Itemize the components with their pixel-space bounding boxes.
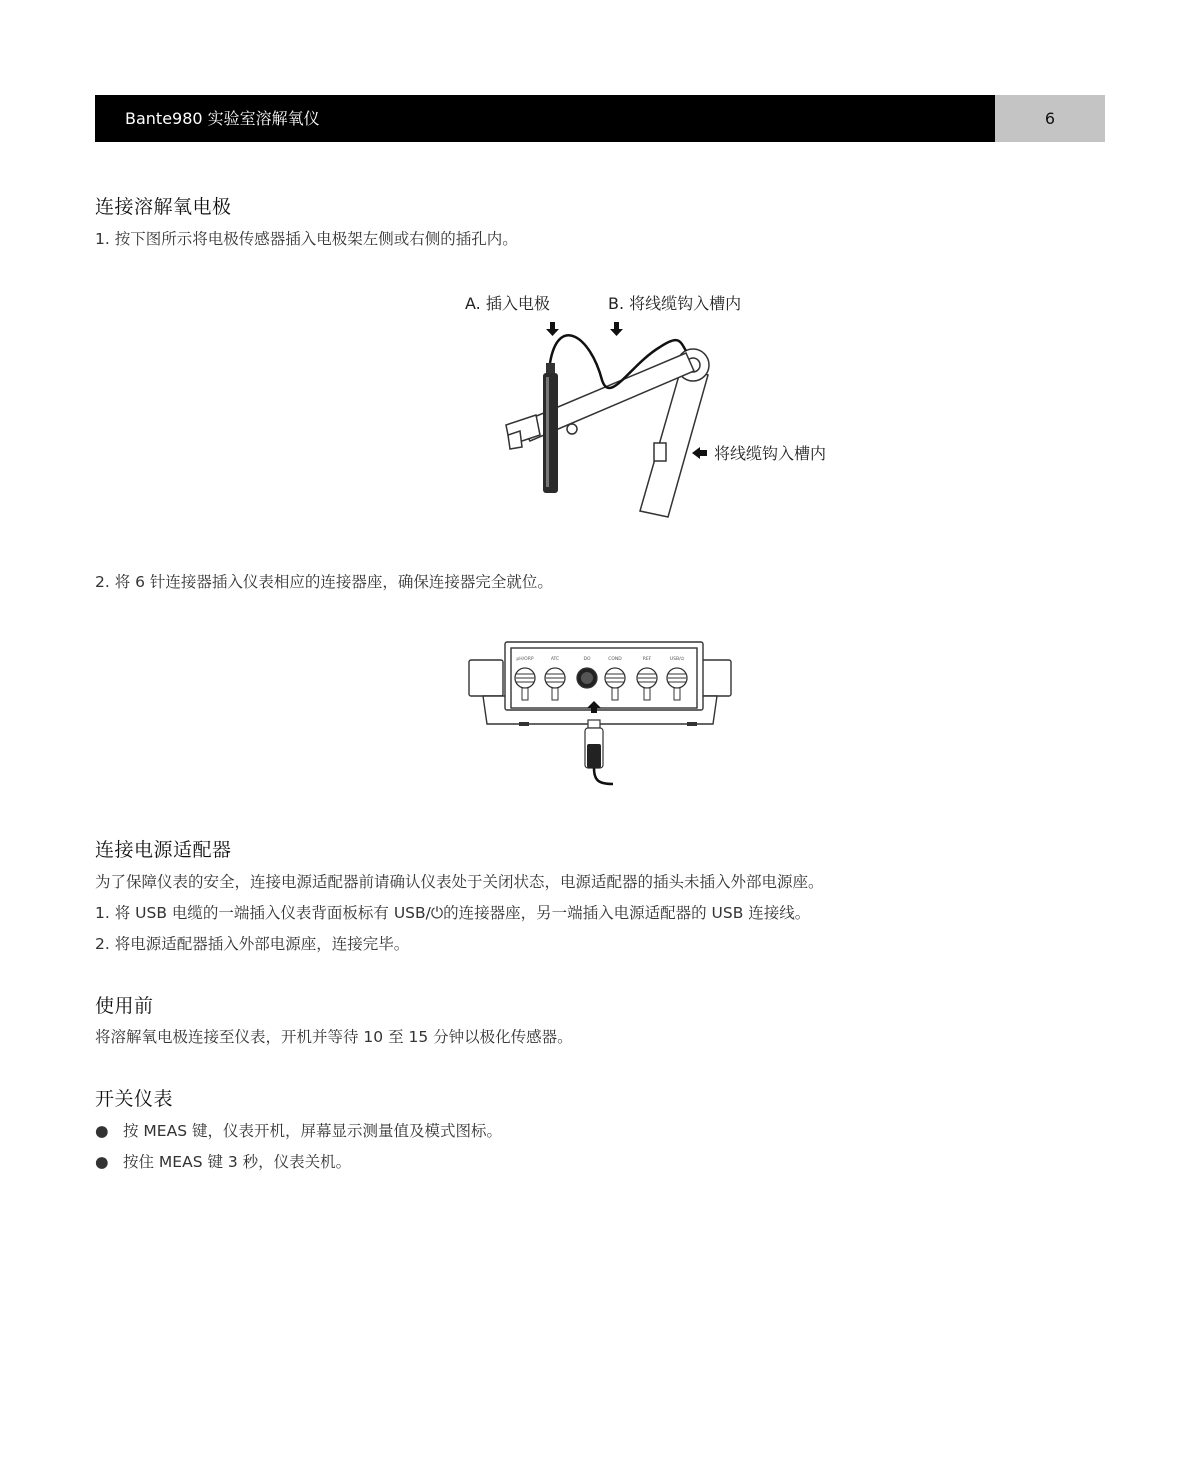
meter-back-panel-figure bbox=[465, 640, 735, 790]
do-socket bbox=[577, 668, 597, 688]
section-heading-connect-electrode: 连接溶解氧电极 bbox=[95, 196, 232, 218]
arrow-down-icon bbox=[546, 322, 559, 336]
step-insert-connector: 2. 将 6 针连接器插入仪表相应的连接器座，确保连接器完全就位。 bbox=[95, 573, 553, 591]
electrode-holder-figure bbox=[440, 285, 860, 525]
page-number: 6 bbox=[995, 95, 1105, 142]
power-safety-note: 为了保障仪表的安全，连接电源适配器前请确认仪表处于关闭状态，电源适配器的插头未插入外部电源座。 bbox=[95, 873, 824, 891]
holder-stand bbox=[506, 349, 709, 517]
bullet-text: 按住 MEAS 键 3 秒，仪表关机。 bbox=[123, 1153, 352, 1171]
section-heading-power-adapter: 连接电源适配器 bbox=[95, 839, 232, 861]
electrode-probe bbox=[543, 363, 558, 493]
list-item bbox=[95, 1150, 351, 1172]
document-title: Bante980 实验室溶解氧仪 bbox=[95, 95, 995, 142]
port-label: ATC bbox=[550, 657, 560, 662]
figure-label-side: 将线缆钩入槽内 bbox=[714, 444, 827, 463]
arrow-down-icon bbox=[610, 322, 623, 336]
figure-label-b: B. 将线缆钩入槽内 bbox=[608, 294, 742, 313]
port-label: USB/⏻ bbox=[669, 657, 685, 662]
figure-label-a: A. 插入电极 bbox=[465, 294, 550, 313]
port-label: COND bbox=[608, 657, 622, 662]
port-label: REF bbox=[642, 657, 652, 662]
bullet-icon: ● bbox=[95, 1153, 109, 1171]
page-header bbox=[95, 95, 1105, 142]
arrow-left-icon bbox=[692, 447, 707, 459]
step-insert-electrode: 1. 按下图所示将电极传感器插入电极架左侧或右侧的插孔内。 bbox=[95, 230, 518, 248]
section-heading-power-on-off: 开关仪表 bbox=[95, 1088, 174, 1110]
step-plug-adapter: 2. 将电源适配器插入外部电源座，连接完毕。 bbox=[95, 935, 410, 953]
six-pin-connector bbox=[585, 720, 613, 784]
bullet-text: 按 MEAS 键，仪表开机，屏幕显示测量值及模式图标。 bbox=[123, 1122, 502, 1140]
section-heading-before-use: 使用前 bbox=[95, 995, 154, 1017]
port-label: DO bbox=[583, 657, 591, 662]
list-item bbox=[95, 1119, 502, 1141]
step-connect-usb: 1. 将 USB 电缆的一端插入仪表背面板标有 USB/⏻的连接器座，另一端插入电源适配器的 USB 连接线。 bbox=[95, 904, 811, 922]
bullet-icon: ● bbox=[95, 1122, 109, 1140]
port-label: pH/ORP bbox=[516, 657, 534, 662]
before-use-text: 将溶解氧电极连接至仪表，开机并等待 10 至 15 分钟以极化传感器。 bbox=[95, 1028, 573, 1046]
